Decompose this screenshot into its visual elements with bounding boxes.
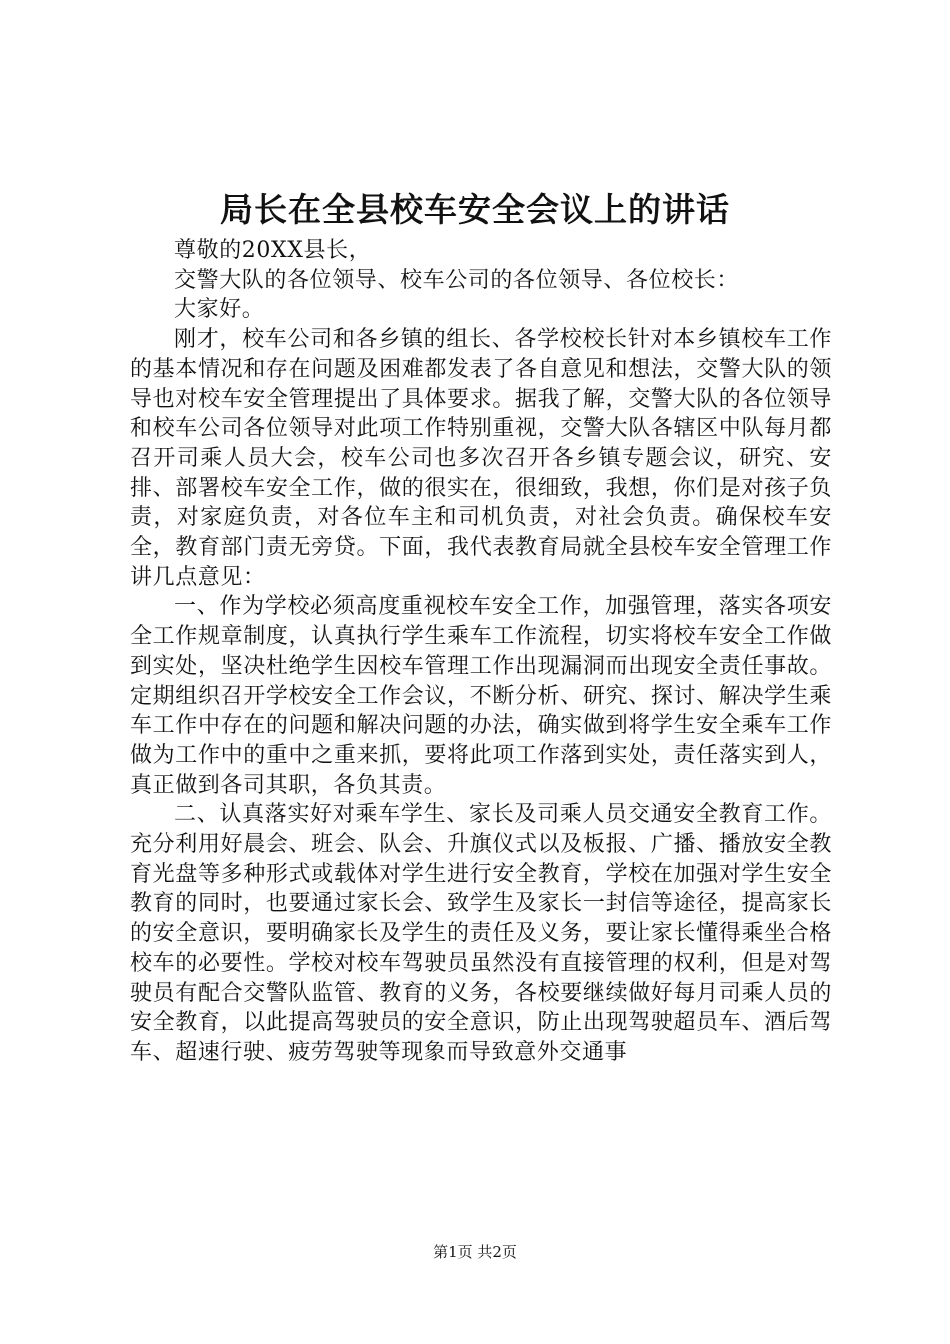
document-body bbox=[130, 236, 832, 1068]
body-paragraph: 一、作为学校必须高度重视校车安全工作，加强管理，落实各项安全工作规章制度，认真执行学生乘车工作流程，切实将校车安全工作做到实处，坚决杜绝学生因校车管理工作出现漏洞而出现安全责任事故。定期组织召开学校安全工作会议，不断分析、研究、探讨、解决学生乘车工作中存在的问题和解决问题的办法，确实做到将学生安全乘车工作做为工作中的重中之重来抓，要将此项工作落到实处，责任落实到人，真正做到各司其职，各负其责。 bbox=[130, 594, 832, 798]
body-paragraph: 二、认真落实好对乘车学生、家长及司乘人员交通安全教育工作。充分利用好晨会、班会、队会、升旗仪式以及板报、广播、播放安全教育光盘等多种形式或载体对学生进行安全教育，学校在加强对学生安全教育的同时，也要通过家长会、致学生及家长一封信等途径，提高家长的安全意识，要明确家长及学生的责任及义务，要让家长懂得乘坐合格校车的必要性。学校对校车驾驶员虽然没有直接管理的权利，但是对驾驶员有配合交警队监管、教育的义务，各校要继续做好每月司乘人员的安全教育，以此提高驾驶员的安全意识，防止出现驾驶超员车、酒后驾车、超速行驶、疲劳驾驶等现象而导致意外交通事 bbox=[130, 802, 832, 1065]
salutation-line: 尊敬的20XX县长， bbox=[174, 238, 372, 263]
body-paragraph: 刚才，校车公司和各乡镇的组长、各学校校长针对本乡镇校车工作的基本情况和存在问题及困难都发表了各自意见和想法，交警大队的领导也对校车安全管理提出了具体要求。据我了解，交警大队的各位领导和校车公司各位领导对此项工作特别重视，交警大队各辖区中队每月都召开司乘人员大会，校车公司也多次召开各乡镇专题会议，研究、安排、部署校车安全工作，做的很实在，很细致，我想，你们是对孩子负责，对家庭负责，对各位车主和司机负责，对社会负责。确保校车安全，教育部门责无旁贷。下面，我代表教育局就全县校车安全管理工作讲几点意见： bbox=[130, 327, 832, 590]
page-footer: 第1页 共2页 bbox=[433, 1243, 517, 1261]
greeting-line: 大家好。 bbox=[174, 297, 265, 323]
addressee-line: 交警大队的各位领导、校车公司的各位领导、各位校长： bbox=[174, 267, 740, 293]
document-title: 局长在全县校车安全会议上的讲话 bbox=[220, 190, 730, 229]
